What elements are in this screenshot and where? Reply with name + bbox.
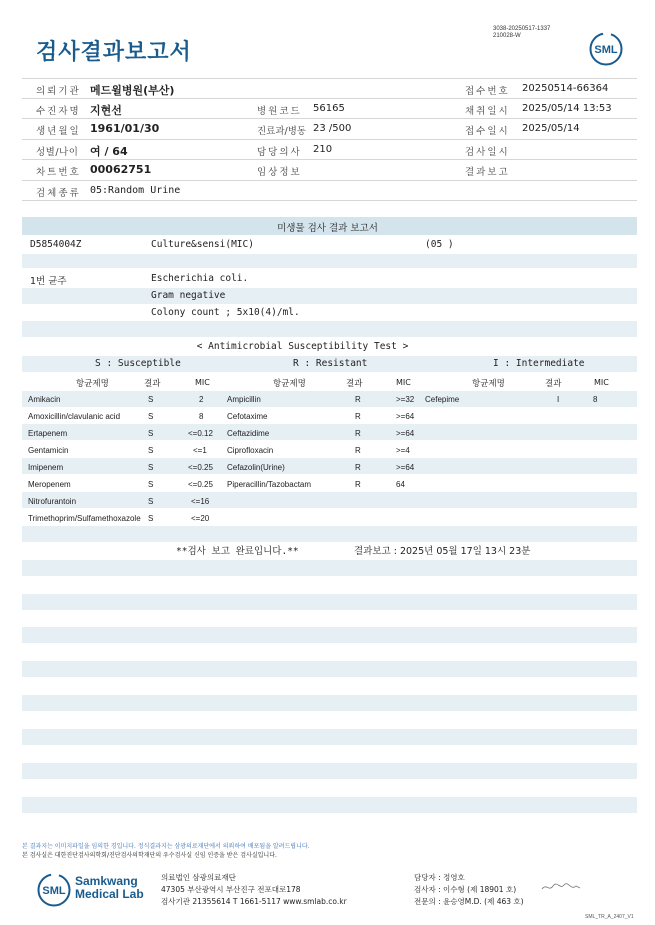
drug-name: Gentamicin [28,446,69,455]
label-birth-date: 생년월일 [36,126,81,137]
gram-stain: Gram negative [151,290,226,301]
drug-name: Amoxicillin/clavulanic acid [28,412,121,421]
drug-mic: <=16 [191,497,210,506]
drug-result: S [148,497,154,506]
test-name: Culture&sensi(MIC) [151,239,254,250]
document-id-line2: 210028-W [493,33,521,39]
brand-line2: Medical Lab [75,887,144,901]
report-heading: 미생물 검사 결과 보고서 [277,223,378,234]
drug-mic: >=64 [396,429,415,438]
drug-result: I [557,395,560,404]
label-receipt-time: 접수일시 [465,126,510,137]
test-code: D5854004Z [30,239,82,250]
value-patient-name: 지현선 [90,103,122,117]
stripe [22,424,637,440]
svg-text:SML: SML [594,44,618,56]
drug-result: S [148,395,154,404]
stripe [22,661,637,677]
staff-specialist: 전문의 : 윤승영M.D. (제 463 호) [414,897,524,906]
info-row [22,140,637,161]
stripe [22,797,637,813]
drug-name: Ampicillin [227,395,261,404]
col-header-drug: 항균제명 [273,379,306,389]
info-row [22,181,637,202]
drug-mic: >=64 [396,463,415,472]
value-birth-date: 1961/01/30 [90,122,160,135]
drug-result: R [355,429,361,438]
label-doctor: 담당의사 [257,146,302,158]
label-specimen-type: 검체종류 [36,187,81,199]
drug-result: S [148,446,154,455]
stripe [22,254,637,268]
drug-mic: 2 [199,395,204,404]
document-id [493,26,550,40]
label-chart-number: 차트번호 [36,167,81,178]
value-collection-time: 2025/05/14 13:53 [522,102,612,114]
drug-result: R [355,480,361,489]
stripe [22,288,637,304]
drug-result: S [148,463,154,472]
label-test-time: 검사일시 [465,146,510,158]
label-hospital-code: 병원코드 [257,105,302,117]
drug-name: Ceftazidime [227,429,270,438]
patient-info-table [22,78,637,201]
stripe [22,526,637,542]
stripe [22,763,637,779]
report-time: 결과보고 : 2025년 05월 17일 13시 23분 [354,546,531,557]
drug-mic: <=1 [193,446,207,455]
form-code: SML_TR_A_2407_V1 [585,914,634,920]
info-row [22,99,637,120]
drug-result: S [148,480,154,489]
drug-mic: <=0.25 [188,463,213,472]
stripe [22,627,637,643]
value-specimen-type: 05:Random Urine [90,184,181,196]
drug-name: Ertapenem [28,429,68,438]
value-department-ward: 23 /500 [313,123,352,134]
label-accession-number: 접수번호 [465,86,510,97]
stripe [22,695,637,711]
legend-intermediate: I : Intermediate [493,358,585,369]
drug-name: Cefazolin(Urine) [227,463,285,472]
stripe [22,729,637,745]
info-row [22,78,637,99]
org-name: 의료법인 삼광의료재단 [161,873,236,882]
drug-name: Piperacillin/Tazobactam [227,480,312,489]
drug-result: R [355,463,361,472]
org-contact: 검사기관 21355614 T 1661-5117 www.smlab.co.kr [161,897,347,906]
label-result-report: 결과보고 [465,167,510,178]
drug-result: S [148,412,154,421]
drug-mic: <=0.25 [188,480,213,489]
drug-name: Ciprofloxacin [227,446,274,455]
value-hospital-code: 56165 [313,102,345,114]
label-sex-age: 성별/나이 [36,146,79,158]
value-doctor: 210 [313,143,333,155]
drug-name: Nitrofurantoin [28,497,77,506]
drug-mic: >=32 [396,395,415,404]
ast-title: < Antimicrobial Susceptibility Test > [196,341,409,352]
col-header-result: 결과 [545,379,562,389]
legend-resistant: R : Resistant [293,358,368,369]
sml-logo-icon [36,873,72,907]
value-chart-number: 00062751 [90,163,152,176]
value-accession-number: 20250514-66364 [522,83,609,94]
document-id-line1: 3038-20250517-1337 [493,26,551,32]
drug-result: S [148,514,154,523]
footer-notice: 본 결과지는 이미지파일을 임의한 경입니다. 정식결과지는 삼광의료재단에서 의뢰하여 배포됨을 알려드립니다. [22,843,310,850]
brand-name [75,875,144,901]
org-address: 47305 부산광역시 부산진구 전포대로178 [161,885,301,894]
drug-mic: 8 [199,412,204,421]
organism-label: 1번 균주 [30,276,67,287]
stripe [22,492,637,508]
value-receipt-time: 2025/05/14 [522,123,580,134]
drug-name: Imipenem [28,463,64,472]
legend-susceptible: S : Susceptible [95,358,181,369]
drug-mic: 64 [396,480,405,489]
col-header-mic: MIC [594,378,609,387]
drug-mic: 8 [593,395,598,404]
drug-name: Meropenem [28,480,71,489]
stripe [22,321,637,337]
drug-name: Trimethoprim/Sulfamethoxazole [28,514,141,523]
stripe [22,458,637,474]
organism-name: Escherichia coli. [151,273,249,284]
label-collection-time: 채취일시 [465,105,510,117]
stripe [22,594,637,610]
info-row [22,119,637,140]
brand-line1: Samkwang [75,874,138,888]
drug-name: Cefotaxime [227,412,268,421]
col-header-mic: MIC [195,378,210,387]
col-header-mic: MIC [396,378,411,387]
drug-result: R [355,412,361,421]
footer-accreditation: 본 검사실은 대한진단검사의학회/진단검사의학재단의 우수검사실 신임 인증을 받은 검사실입니다. [22,852,277,859]
stripe [22,391,637,407]
label-department-ward: 진료과/병동 [257,126,307,137]
svg-text:SML: SML [42,885,66,897]
report-complete-text: **검사 보고 완료입니다.** [176,546,299,557]
value-requesting-institution: 메드윌병원(부산) [90,84,175,97]
col-header-drug: 항균제명 [76,379,109,389]
info-row [22,160,637,181]
label-clinical-info: 임상정보 [257,167,302,178]
staff-tester: 검사자 : 이수형 (제 18901 호) [414,885,517,894]
colony-count: Colony count ; 5x10(4)/ml. [151,307,300,318]
label-requesting-institution: 의뢰기관 [36,86,81,97]
drug-mic: >=64 [396,412,415,421]
drug-mic: <=20 [191,514,210,523]
drug-result: R [355,395,361,404]
stripe [22,560,637,576]
drug-name: Amikacin [28,395,61,404]
page-title: 검사결과보고서 [36,40,192,65]
label-patient-name: 수진자명 [36,105,81,117]
drug-result: S [148,429,154,438]
test-number: (05 ) [425,239,454,250]
col-header-drug: 항균제명 [472,379,505,389]
drug-mic: >=4 [396,446,410,455]
signature-icon [540,880,582,894]
drug-mic: <=0.12 [188,429,213,438]
col-header-result: 결과 [144,379,161,389]
col-header-result: 결과 [346,379,363,389]
drug-result: R [355,446,361,455]
staff-in-charge: 담당자 : 정영호 [414,873,465,882]
value-sex-age: 여 / 64 [90,144,128,158]
sml-logo-icon [588,32,624,66]
drug-name: Cefepime [425,395,460,404]
